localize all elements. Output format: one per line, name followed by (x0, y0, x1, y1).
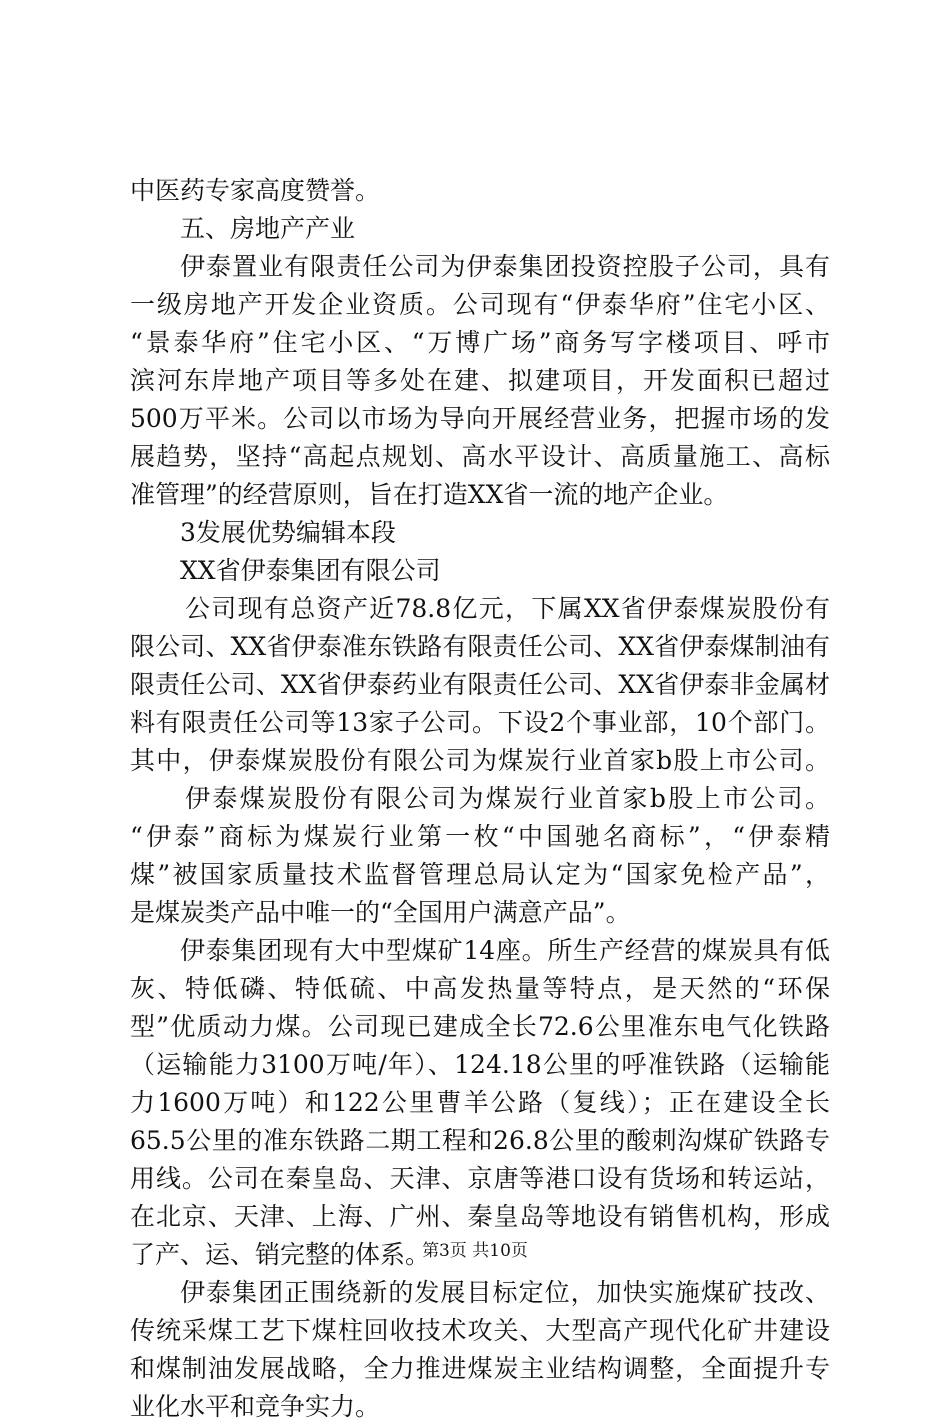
text-line: 限公司、XX省伊泰准东铁路有限责任公司、XX省伊泰煤制油有 (130, 632, 830, 661)
text-line: 伊泰集团正围绕新的发展目标定位，加快实施煤矿技改、 (180, 1278, 830, 1307)
text-line: 滨河东岸地产项目等多处在建、拟建项目，开发面积已超过 (130, 366, 830, 395)
text-line: 500万平米。公司以市场为导向开展经营业务，把握市场的发 (130, 404, 830, 433)
text-line: 限责任公司、XX省伊泰药业有限责任公司、XX省伊泰非金属材 (130, 670, 830, 699)
section-heading: 五、房地产产业 (180, 214, 356, 243)
text-line: 准管理”的经营原则，旨在打造XX省一流的地产企业。 (130, 480, 729, 509)
text-line: 料有限责任公司等13家子公司。下设2个事业部，10个部门。 (130, 708, 830, 737)
text-line: “景泰华府”住宅小区、“万博广场”商务写字楼项目、呼市 (130, 328, 830, 357)
text-line: 伊泰置业有限责任公司为伊泰集团投资控股子公司，具有 (180, 252, 830, 281)
text-line: 在北京、天津、上海、广州、秦皇岛等地设有销售机构，形成 (130, 1202, 830, 1231)
text-line: 是煤炭类产品中唯一的“全国用户满意产品”。 (130, 898, 631, 927)
document-body (130, 172, 830, 1426)
text-line: 传统采煤工艺下煤柱回收技术攻关、大型高产现代化矿井建设 (130, 1316, 830, 1345)
text-line: 灰、特低磷、特低硫、中高发热量等特点，是天然的“环保 (130, 974, 830, 1003)
text-line: 了产、运、销完整的体系。 (130, 1240, 431, 1269)
page-number-footer: 第3页 共10页 (422, 1241, 528, 1261)
text-line: （运输能力3100万吨/年）、124.18公里的呼准铁路（运输能 (130, 1050, 830, 1079)
section-heading: XX省伊泰集团有限公司 (180, 556, 441, 585)
text-line: 一级房地产开发企业资质。公司现有“伊泰华府”住宅小区、 (130, 290, 830, 319)
text-line: 其中，伊泰煤炭股份有限公司为煤炭行业首家b股上市公司。 (130, 746, 830, 775)
section-heading: 3发展优势编辑本段 (180, 518, 396, 547)
text-line: 型”优质动力煤。公司现已建成全长72.6公里准东电气化铁路 (130, 1012, 830, 1041)
text-line: 和煤制油发展战略，全力推进煤炭主业结构调整，全面提升专 (130, 1354, 830, 1383)
text-line: 展趋势，坚持“高起点规划、高水平设计、高质量施工、高标 (130, 442, 830, 471)
text-line: 伊泰集团现有大中型煤矿14座。所生产经营的煤炭具有低 (180, 936, 830, 965)
text-line: 力1600万吨）和122公里曹羊公路（复线）；正在建设全长 (130, 1088, 830, 1117)
text-line: 中医药专家高度赞誉。 (130, 176, 381, 205)
text-line: 公司现有总资产近78.8亿元，下属XX省伊泰煤炭股份有 (185, 594, 830, 623)
text-line: 65.5公里的准东铁路二期工程和26.8公里的酸刺沟煤矿铁路专 (130, 1126, 830, 1155)
text-line: “伊泰”商标为煤炭行业第一枚“中国驰名商标”，“伊泰精 (130, 822, 830, 851)
text-line: 伊泰煤炭股份有限公司为煤炭行业首家b股上市公司。 (185, 784, 830, 813)
text-line: 煤”被国家质量技术监督管理总局认定为“国家免检产品”， (130, 860, 830, 889)
text-line: 业化水平和竞争实力。 (130, 1392, 381, 1421)
text-line: 用线。公司在秦皇岛、天津、京唐等港口设有货场和转运站， (130, 1164, 830, 1193)
